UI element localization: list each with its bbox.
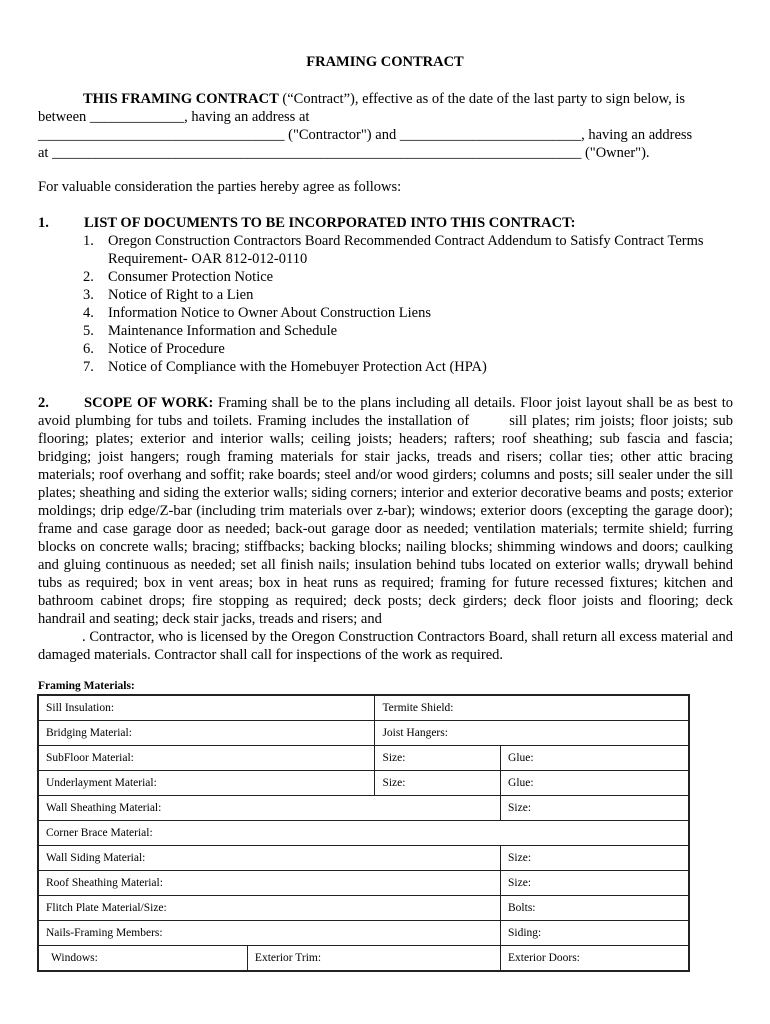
scope-text-b: sill plates; rim joists; floor joists; sub flooring; plates; exterior and interior walls; ceiling joists; headers; rafters; roof sheathing; sub fascia and fascia; bridging; joist hangers; rough framing materials for stair jacks, treads and risers; collar ties; other attic bracing materials; roof overhang and soffit; rake boards; steel and/or wood girders; columns and posts; sill sealer under the sill plates; sheathing and siding the exterior walls; siding corners; interior and exterior decorative beams and posts; exterior moldings; drip edge/Z-bar (including trim materials over z-bar); windows; exterior doors (excepting the garage door); frame and case garage door as needed; back-out garage door as needed; ventilation materials; termite shield; furring blocks on concrete walls; bracing; stiffbacks; backing blocks; nailing blocks; shimming windows and doors; caulking and gluing continuous as needed; set all finish nails; insulation behind tubs located on exterior walls; drywall behind tubs as required; box in vent areas; box in heat runs as required; framing for future recessed fixtures; kitchen and bathroom cabinet drops; fire stopping as required; deck posts; deck girders; deck floor joists and flooring; deck handrail and seating; deck stair jacks, treads and risers; and bbox=[38, 413, 733, 627]
list-item-number: 5. bbox=[83, 323, 94, 339]
table-row bbox=[38, 721, 689, 746]
table-row bbox=[38, 746, 689, 771]
list-item-number: 6. bbox=[83, 341, 94, 357]
list-item-number: 4. bbox=[83, 305, 94, 321]
intro-line-4: at _________________________________________________________________________ ("Owner"). bbox=[38, 145, 650, 161]
wall-sheathing-size-field[interactable]: Size: bbox=[501, 796, 689, 821]
table-row bbox=[38, 846, 689, 871]
list-item-number: 3. bbox=[83, 287, 94, 303]
corner-brace-material-field[interactable]: Corner Brace Material: bbox=[38, 821, 689, 846]
consideration-text: For valuable consideration the parties hereby agree as follows: bbox=[38, 179, 402, 195]
list-item bbox=[38, 322, 733, 340]
siding-field[interactable]: Siding: bbox=[501, 921, 689, 946]
scope-text-c: . Contractor, who is licensed by the Oregon Construction Contractors Board, shall return all excess material and damaged materials. Contractor shall call for inspections of the work as required. bbox=[38, 629, 733, 663]
table-row bbox=[38, 821, 689, 846]
list-item bbox=[38, 232, 733, 268]
scope-text-a: Framing shall be to the plans including all details. Floor joist layout shall be as best to avoid plumbing for tubs and toilets. Framing includes the installation of bbox=[38, 395, 733, 429]
list-item bbox=[38, 268, 733, 286]
list-item-text: Oregon Construction Contractors Board Recommended Contract Addendum to Satisfy Contract Terms Requirement- OAR 812-012-0110 bbox=[108, 233, 704, 267]
list-item-text: Notice of Procedure bbox=[108, 341, 225, 357]
bridging-material-field[interactable]: Bridging Material: bbox=[38, 721, 375, 746]
subfloor-glue-field[interactable]: Glue: bbox=[501, 746, 689, 771]
intro-paragraph bbox=[38, 90, 733, 162]
list-item-number: 2. bbox=[83, 269, 94, 285]
section-2-number: 2. bbox=[38, 395, 49, 411]
subfloor-material-field[interactable]: SubFloor Material: bbox=[38, 746, 375, 771]
termite-shield-field[interactable]: Termite Shield: bbox=[375, 695, 689, 721]
intro-bold-lead: THIS FRAMING CONTRACT bbox=[83, 91, 279, 107]
list-item-number: 1. bbox=[83, 233, 94, 249]
table-row bbox=[38, 771, 689, 796]
exterior-doors-field[interactable]: Exterior Doors: bbox=[501, 946, 689, 972]
roof-sheathing-material-field[interactable]: Roof Sheathing Material: bbox=[38, 871, 501, 896]
framing-materials-label: Framing Materials: bbox=[38, 680, 135, 692]
subfloor-size-field[interactable]: Size: bbox=[375, 746, 501, 771]
table-row bbox=[38, 796, 689, 821]
bolts-field[interactable]: Bolts: bbox=[501, 896, 689, 921]
framing-materials-table bbox=[37, 694, 690, 972]
list-item-text: Notice of Compliance with the Homebuyer Protection Act (HPA) bbox=[108, 359, 487, 375]
intro-line-2: between _____________, having an address at bbox=[38, 109, 310, 125]
intro-line-1-rest: (“Contract”), effective as of the date of the last party to sign below, is bbox=[278, 91, 686, 107]
section-2-heading: SCOPE OF WORK: bbox=[84, 395, 214, 411]
intro-line-1 bbox=[38, 90, 733, 108]
list-item bbox=[38, 340, 733, 358]
list-item bbox=[38, 358, 733, 376]
intro-line-3: __________________________________ ("Contractor") and _________________________, having an address bbox=[38, 127, 693, 143]
underlayment-material-field[interactable]: Underlayment Material: bbox=[38, 771, 375, 796]
table-row bbox=[38, 871, 689, 896]
wall-siding-size-field[interactable]: Size: bbox=[501, 846, 689, 871]
list-item-text: Consumer Protection Notice bbox=[108, 269, 274, 285]
list-item-text: Notice of Right to a Lien bbox=[108, 287, 254, 303]
document-list bbox=[38, 232, 733, 376]
section-2 bbox=[38, 394, 733, 664]
section-1 bbox=[38, 214, 733, 376]
table-row bbox=[38, 695, 689, 721]
flitch-plate-field[interactable]: Flitch Plate Material/Size: bbox=[38, 896, 501, 921]
table-row bbox=[38, 946, 689, 972]
exterior-trim-field[interactable]: Exterior Trim: bbox=[247, 946, 500, 972]
joist-hangers-field[interactable]: Joist Hangers: bbox=[375, 721, 689, 746]
nails-framing-field[interactable]: Nails-Framing Members: bbox=[38, 921, 501, 946]
list-item-text: Information Notice to Owner About Construction Liens bbox=[108, 305, 431, 321]
list-item bbox=[38, 286, 733, 304]
roof-sheathing-size-field[interactable]: Size: bbox=[501, 871, 689, 896]
document-title: FRAMING CONTRACT bbox=[306, 54, 464, 70]
wall-siding-material-field[interactable]: Wall Siding Material: bbox=[38, 846, 501, 871]
list-item-text: Maintenance Information and Schedule bbox=[108, 323, 338, 339]
windows-field[interactable]: Windows: bbox=[38, 946, 247, 972]
sill-insulation-field[interactable]: Sill Insulation: bbox=[38, 695, 375, 721]
list-item-number: 7. bbox=[83, 359, 94, 375]
list-item bbox=[38, 304, 733, 322]
wall-sheathing-material-field[interactable]: Wall Sheathing Material: bbox=[38, 796, 501, 821]
section-1-heading-row bbox=[38, 214, 733, 232]
section-1-number: 1. bbox=[38, 215, 49, 231]
underlayment-glue-field[interactable]: Glue: bbox=[501, 771, 689, 796]
table-row bbox=[38, 896, 689, 921]
section-1-heading: LIST OF DOCUMENTS TO BE INCORPORATED INTO THIS CONTRACT: bbox=[84, 215, 576, 231]
table-row bbox=[38, 921, 689, 946]
underlayment-size-field[interactable]: Size: bbox=[375, 771, 501, 796]
